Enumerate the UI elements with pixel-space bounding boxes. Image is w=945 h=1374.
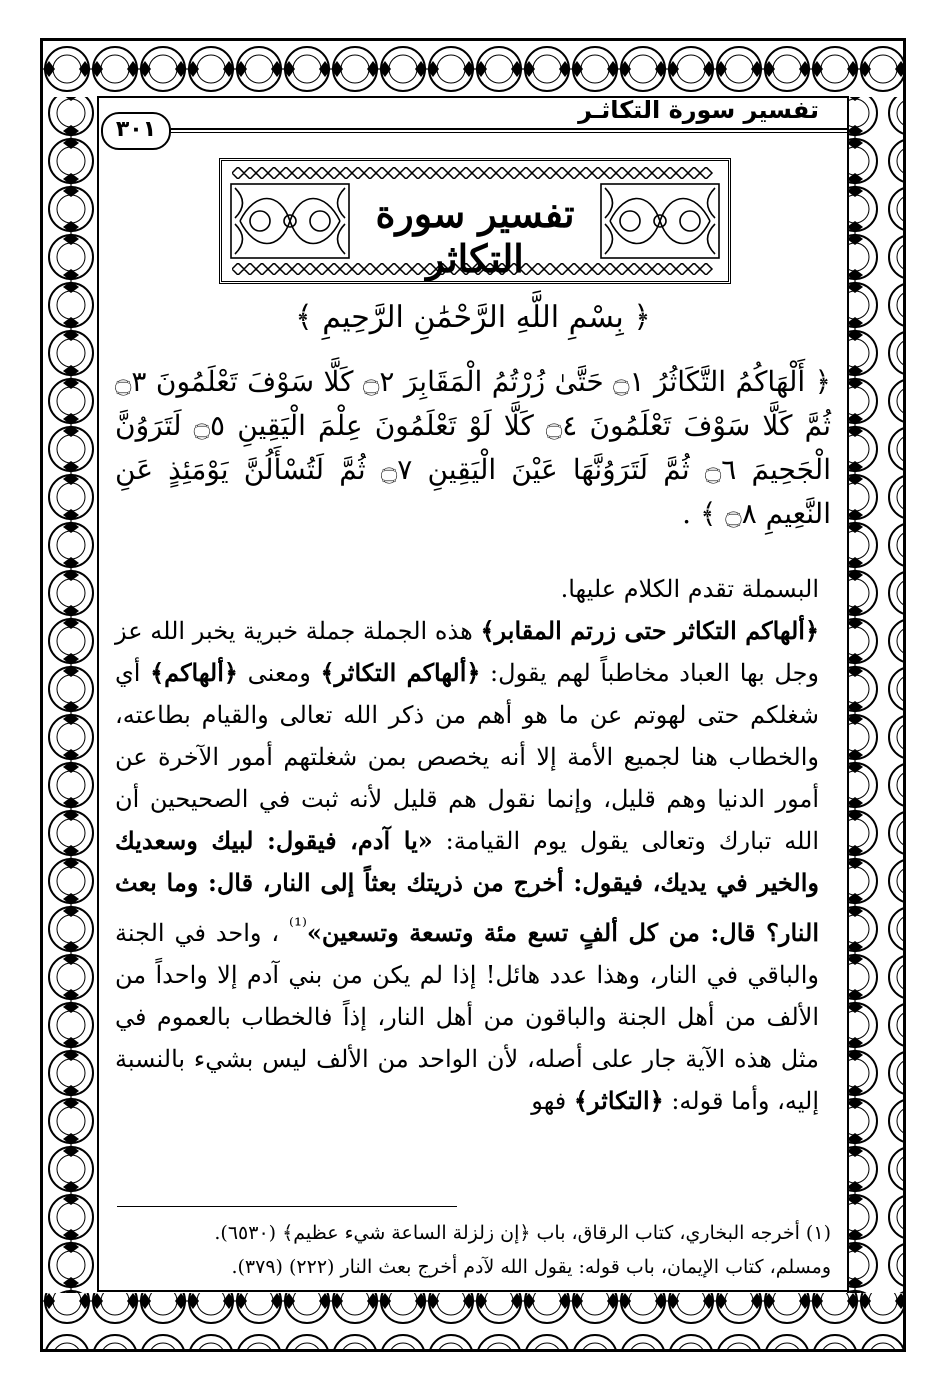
bold-quote: ﴿ألهاكم التكاثر حتى زرتم المقابر﴾ [480, 616, 820, 645]
text-run: ومعنى [237, 659, 321, 687]
text-run: فهو [531, 1087, 574, 1115]
text-run: هذه الجملة جملة خبرية يخبر الله عز وجل بها العباد مخاطباً لهم يقول: [115, 617, 819, 687]
chain-ornament-bottom [232, 263, 718, 275]
header-rule-thin [171, 132, 847, 133]
content-panel [97, 96, 849, 1292]
footnote-line: ومسلم، كتاب الإيمان، باب قوله: يقول الله لآدم أخرج بعث النار (٢٢٢) (٣٧٩). [231, 1256, 831, 1278]
text-run: أي شغلكم حتى لهوتم عن ما هو أهم من ذكر الله تعالى والقيام بطاعته، والخطاب هنا لجميع الأمة إلا أنه يخصص بمن شغلتهم أمور الآخرة عن أمور الدنيا وهم قليل، وإنما نقول هم قليل لأنه ثبت في الصحيحين أن الله تبارك وتعالى يقول يوم القيامة: [115, 659, 820, 855]
footnotes [115, 1216, 831, 1284]
text-run: ، واحد في الجنة والباقي في النار، وهذا عدد هائل! إذا لم يكن من بني آدم إلا واحداً من الألف من أهل الجنة والباقون من أهل النار، إذاً فالخطاب بالعموم في مثل هذه الآية جار على أصله، لأن الواحد من الألف ليس بشيء بالنسبة إليه، وأما قوله: [115, 919, 819, 1115]
arabesque-ornament-left [230, 183, 350, 259]
footnote-line: (١) أخرجه البخاري، كتاب الرقاق، باب ﴿إن زلزلة الساعة شيء عظيم﴾ (٦٥٣٠). [214, 1222, 831, 1244]
chain-ornament-top [232, 167, 718, 179]
arabesque-ornament-right [600, 183, 720, 259]
quran-verses: ﴿ أَلْهَاكُمُ التَّكَاثُرُ ۝١ حَتَّىٰ زُرْتُمُ الْمَقَابِرَ ۝٢ كَلَّا سَوْفَ تَعْلَمُونَ ۝٣ ثُمَّ كَلَّا سَوْفَ تَعْلَمُونَ ۝٤ كَلَّا لَوْ تَعْلَمُونَ عِلْمَ الْيَقِينِ ۝٥ لَتَرَوُنَّ الْجَحِيمَ ۝٦ ثُمَّ لَتَرَوُنَّهَا عَيْنَ الْيَقِينِ ۝٧ ثُمَّ لَتُسْأَلُنَّ يَوْمَئِذٍ عَنِ النَّعِيمِ ۝٨ ﴾ . [115, 365, 831, 530]
footnote-marker[interactable]: ⁽¹⁾ [289, 913, 307, 937]
footnote-separator [117, 1206, 457, 1207]
surah-title: تفسير سورة التكاثر [375, 191, 575, 281]
bold-quote: ﴿ألهاكم﴾ [150, 658, 238, 687]
paragraph-1: البسملة تقدم الكلام عليها. [560, 575, 819, 603]
running-header-title: تفسير سورة التكاثـر [578, 96, 819, 124]
hadith-quote: «يا آدم، فيقول: لبيك وسعديك والخير في يديك، فيقول: أخرج من ذريتك بعثاً إلى النار، قال: وما بعث النار؟ قال: من كل ألفٍ تسع مئة وتسعة وتسعين» [115, 826, 819, 947]
tafsir-body [115, 568, 819, 1122]
bold-quote: ﴿ألهاكم التكاثر﴾ [320, 658, 481, 687]
ornamental-title-box [219, 158, 731, 284]
bold-quote: ﴿التكاثر﴾ [573, 1086, 664, 1115]
header-rule [171, 128, 847, 130]
paragraph-2 [115, 610, 819, 1122]
basmala: ﴿ بِسْمِ اللَّهِ الرَّحْمَٰنِ الرَّحِيمِ ﴾ [295, 300, 651, 335]
page-number: ٣٠١ [101, 112, 171, 150]
